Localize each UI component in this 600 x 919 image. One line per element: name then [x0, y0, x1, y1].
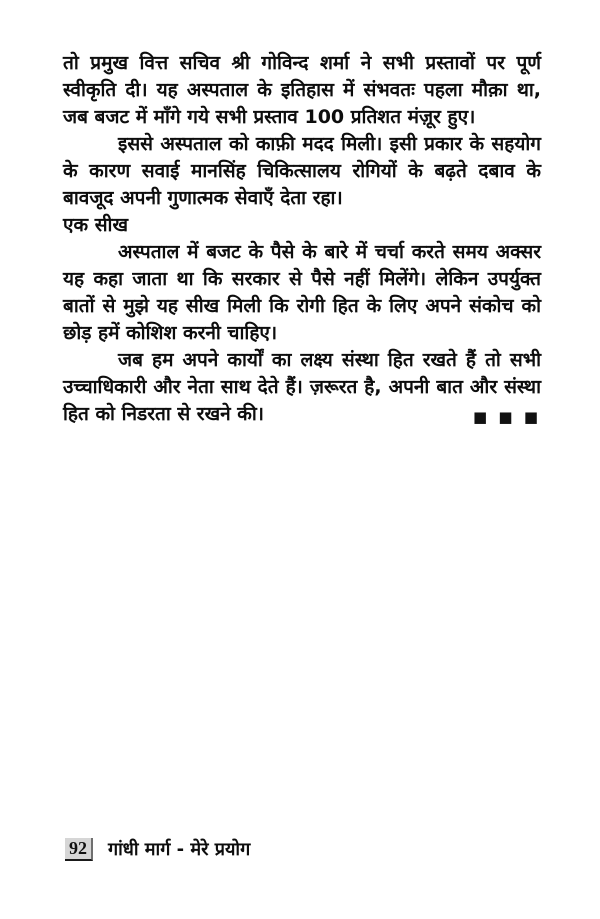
paragraph-1: तो प्रमुख वित्त सचिव श्री गोविन्द शर्मा ने सभी प्रस्तावों पर पूर्ण स्वीकृति दी। यह अस्पताल के इतिहास में संभवतः पहला मौक़ा था, जब बजट में माँगे गये सभी प्रस्ताव 100 प्रतिशत मंज़ूर हुए। [63, 52, 541, 128]
paragraph-4 [63, 347, 541, 428]
page-number: 92 [65, 838, 93, 861]
end-of-chapter-marker: ■ ■ ■ [473, 408, 541, 426]
paragraph-2: इससे अस्पताल को काफ़ी मदद मिली। इसी प्रकार के सहयोग के कारण सवाई मानसिंह चिकित्सालय रोगियों के बढ़ते दबाव के बावजूद अपनी गुणात्मक सेवाएँ देता रहा। [63, 133, 541, 209]
page-footer [65, 837, 250, 861]
paragraph-4-text: जब हम अपने कार्यों का लक्ष्य संस्था हित रखते हैं तो सभी उच्चाधिकारी और नेता साथ देते हैं। ज़रूरत है, अपनी बात और संस्था हित को निडरता से रखने की। [63, 349, 541, 425]
book-title: गांधी मार्ग - मेरे प्रयोग [108, 839, 251, 860]
section-heading: एक सीख [63, 214, 129, 236]
text-block [63, 50, 541, 428]
paragraph-3: अस्पताल में बजट के पैसे के बारे में चर्चा करते समय अक्सर यह कहा जाता था कि सरकार से पैसे नहीं मिलेंगे। लेकिन उपर्युक्त बातों से मुझे यह सीख मिली कि रोगी हित के लिए अपने संकोच को छोड़ हमें कोशिश करनी चाहिए। [63, 241, 541, 344]
